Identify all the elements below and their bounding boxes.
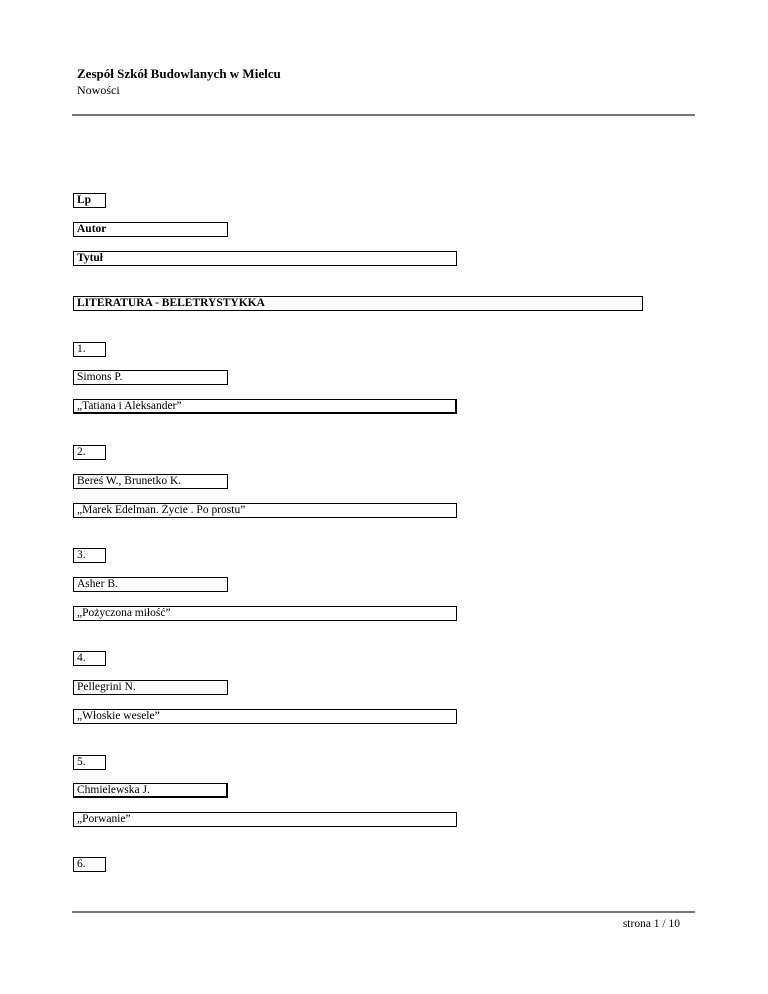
entry-tytul: „Pożyczona miłość” <box>73 606 457 621</box>
entry-tytul: „Marek Edelman. Życie . Po prostu” <box>73 503 457 518</box>
entry-lp: 4. <box>73 651 106 666</box>
page-number: strona 1 / 10 <box>622 918 680 930</box>
column-header-lp: Lp <box>73 193 106 208</box>
entry-lp: 3. <box>73 548 106 563</box>
document-subtitle: Nowości <box>77 83 120 97</box>
entry-tytul: „Włoskie wesele” <box>73 709 457 724</box>
column-header-tytul: Tytuł <box>73 251 457 266</box>
header-divider <box>72 114 695 116</box>
entry-lp: 2. <box>73 445 106 460</box>
entry-autor: Pellegrini N. <box>73 680 228 695</box>
entry-lp: 6. <box>73 857 106 872</box>
entry-autor: Chmielewska J. <box>73 783 228 798</box>
entry-lp: 1. <box>73 342 106 357</box>
entry-autor: Simons P. <box>73 370 228 385</box>
column-header-autor: Autor <box>73 222 228 237</box>
entry-autor: Asher B. <box>73 577 228 592</box>
entry-autor: Bereś W., Brunetko K. <box>73 474 228 489</box>
entry-lp: 5. <box>73 755 106 770</box>
school-name: Zespół Szkół Budowlanych w Mielcu <box>77 66 281 81</box>
footer-divider <box>72 911 695 913</box>
entry-tytul: „Porwanie” <box>73 812 457 827</box>
entry-tytul: „Tatiana i Aleksander” <box>73 399 457 414</box>
category-heading: LITERATURA - BELETRYSTYKKA <box>73 296 643 311</box>
